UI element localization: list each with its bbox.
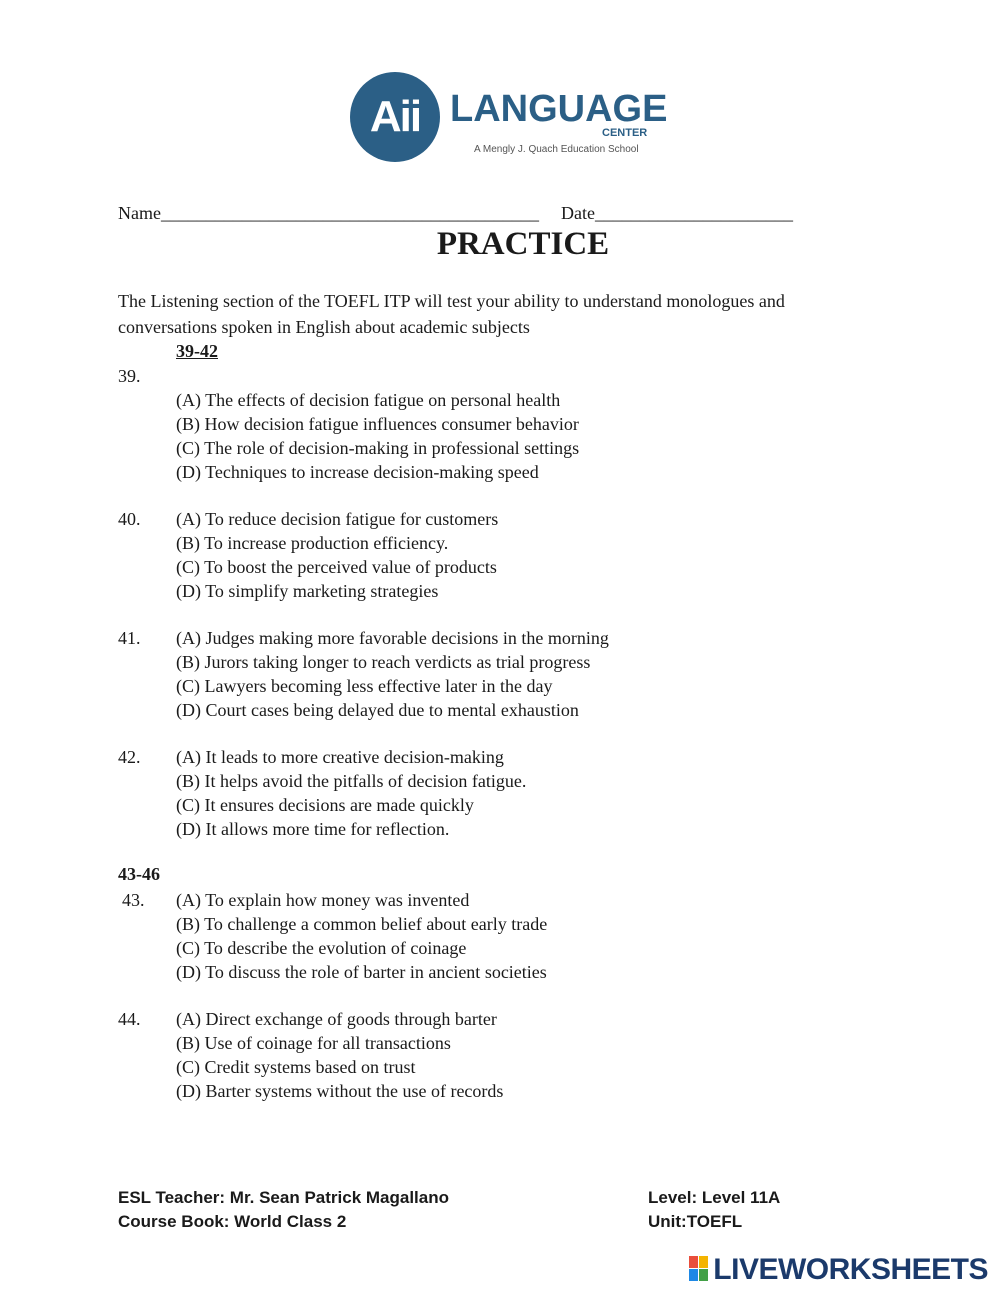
answer-option: (B) It helps avoid the pitfalls of decision fatigue.	[176, 771, 527, 791]
logo-monogram: Aii	[350, 72, 440, 162]
answer-option: (C) Credit systems based on trust	[176, 1057, 416, 1077]
answer-option: (D) Court cases being delayed due to mental exhaustion	[176, 700, 579, 720]
answer-option: (C) To boost the perceived value of products	[176, 557, 497, 577]
liveworksheets-logo-icon	[689, 1256, 709, 1282]
answer-option: (B) Jurors taking longer to reach verdicts as trial progress	[176, 652, 591, 672]
group-heading: 39-42	[176, 341, 218, 361]
answer-option: (A) The effects of decision fatigue on personal health	[176, 390, 561, 410]
answer-option: (D) To discuss the role of barter in ancient societies	[176, 962, 547, 982]
answer-option: (A) Direct exchange of goods through barter	[176, 1009, 497, 1029]
answer-option: (B) Use of coinage for all transactions	[176, 1033, 451, 1053]
question-number: 44.	[118, 1009, 141, 1029]
answer-option: (A) To reduce decision fatigue for customers	[176, 509, 499, 529]
answer-option: (C) It ensures decisions are made quickly	[176, 795, 474, 815]
school-logo	[350, 72, 668, 164]
question-number: 40.	[118, 509, 141, 529]
question-number: 39.	[118, 366, 141, 386]
question-number: 42.	[118, 747, 141, 767]
group-heading: 43-46	[118, 864, 160, 884]
teacher-label: ESL Teacher: Mr. Sean Patrick Magallano	[118, 1188, 449, 1207]
page-title: PRACTICE	[436, 226, 610, 262]
question-number: 41.	[118, 628, 141, 648]
level-label: Level: Level 11A	[648, 1188, 781, 1207]
date-field: Date______________________	[561, 203, 793, 223]
liveworksheets-text: LIVEWORKSHEETS	[713, 1253, 988, 1286]
answer-option: (A) It leads to more creative decision-making	[176, 747, 504, 767]
answer-option: (D) To simplify marketing strategies	[176, 581, 439, 601]
intro-paragraph: The Listening section of the TOEFL ITP will test your ability to understand monologues and conversations spoken in English about academic subjects	[118, 291, 785, 337]
answer-option: (D) Techniques to increase decision-making speed	[176, 462, 539, 482]
answer-option: (B) How decision fatigue influences consumer behavior	[176, 414, 579, 434]
answer-option: (B) To challenge a common belief about early trade	[176, 914, 548, 934]
answer-option: (A) To explain how money was invented	[176, 890, 470, 910]
logo-wordmark: LANGUAGE	[450, 88, 668, 130]
liveworksheets-watermark	[689, 1254, 988, 1286]
answer-option: (D) Barter systems without the use of records	[176, 1081, 504, 1101]
answer-option: (C) To describe the evolution of coinage	[176, 938, 467, 958]
logo-subtitle: CENTER	[602, 127, 648, 139]
answer-option: (A) Judges making more favorable decisions in the morning	[176, 628, 609, 648]
answer-option: (C) The role of decision-making in professional settings	[176, 438, 580, 458]
name-field: Name__________________________________________	[118, 203, 539, 223]
answer-option: (D) It allows more time for reflection.	[176, 819, 450, 839]
unit-label: Unit:TOEFL	[648, 1212, 743, 1231]
answer-option: (B) To increase production efficiency.	[176, 533, 449, 553]
question-number: 43.	[122, 890, 145, 910]
logo-tagline: A Mengly J. Quach Education School	[474, 144, 639, 155]
course-book-label: Course Book: World Class 2	[118, 1212, 347, 1231]
answer-option: (C) Lawyers becoming less effective later in the day	[176, 676, 553, 696]
